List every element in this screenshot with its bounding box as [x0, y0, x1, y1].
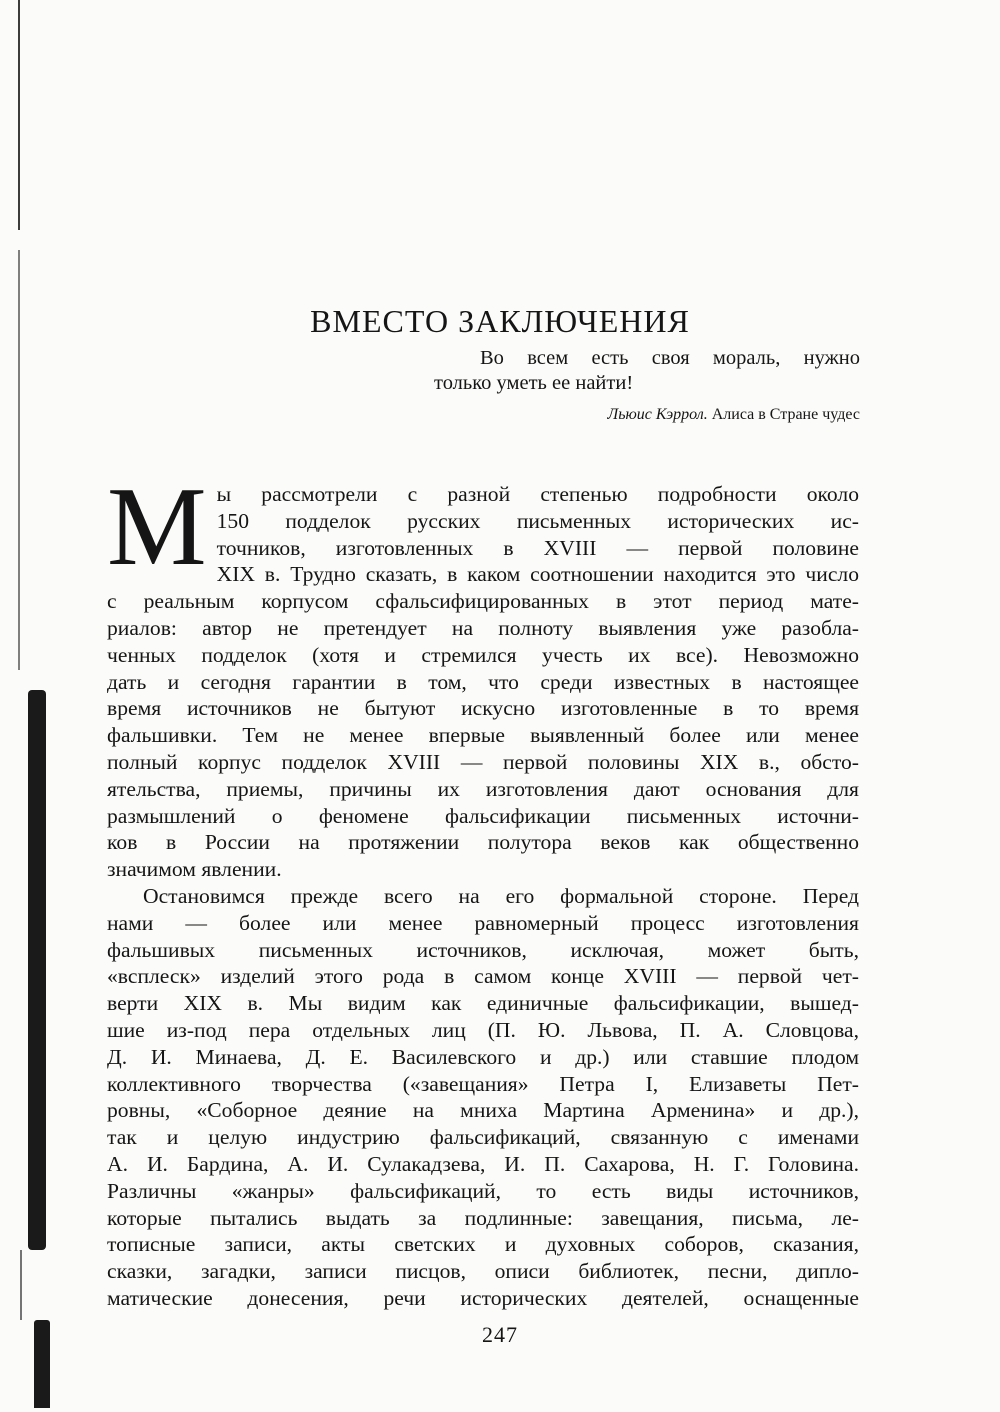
- text-line: А. И. Бардина, А. И. Сулакадзева, И. П. Сахарова, Н. Г. Головина.: [107, 1151, 859, 1176]
- text-line: XIX в. Трудно сказать, в каком соотношении находится это число: [216, 562, 859, 587]
- text-line: фальшивых письменных источников, исключая, может быть,: [107, 937, 859, 962]
- text-line: шие из-под пера отдельных лиц (П. Ю. Львова, П. А. Словцова,: [107, 1017, 859, 1042]
- paragraph-1: [107, 465, 859, 883]
- text-line: размышлений о феномене фальсификации письменных источни-: [107, 803, 859, 828]
- epigraph-work: Алиса в Стране чудес: [711, 406, 860, 423]
- text-line: Д. И. Минаева, Д. Е. Василевского и др.) или ставшие плодом: [107, 1044, 859, 1069]
- drop-cap: М: [107, 465, 207, 589]
- epigraph: [420, 346, 860, 396]
- scan-edge-mark: [18, 0, 20, 230]
- text-line: точников, изготовленных в XVIII — первой половине: [216, 535, 859, 560]
- text-line: верти XIX в. Мы видим как единичные фальсификации, вышед-: [107, 991, 859, 1016]
- text-line: риалов: автор не претендует на полноту выявления уже разобла-: [107, 615, 859, 640]
- text-line: нами — более или менее равномерный процесс изготовления: [107, 910, 859, 935]
- text-line: фальшивки. Тем не менее впервые выявленный более или менее: [107, 723, 859, 748]
- text-line: ровны, «Соборное деяние на мниха Мартина Арменина» и др.),: [107, 1098, 859, 1123]
- text-line: дать и сегодня гарантии в том, что среди известных в настоящее: [107, 669, 859, 694]
- text-line: Различны «жанры» фальсификаций, то есть виды источников,: [107, 1178, 859, 1203]
- text-line: сказки, загадки, записи писцов, описи библиотек, песни, дипло-: [107, 1259, 859, 1284]
- paragraph-2: [107, 883, 859, 1312]
- text-line: которые пытались выдать за подлинные: завещания, письма, ле-: [107, 1205, 859, 1230]
- text-line: «всплеск» изделий этого рода в самом конце XVIII — первой чет-: [107, 964, 859, 989]
- epigraph-author: Льюис Кэррол.: [607, 406, 708, 423]
- text-line: Остановимся прежде всего на его формальной стороне. Перед: [143, 883, 859, 908]
- epigraph-line: только уметь ее найти!: [434, 372, 634, 394]
- page-number: 247: [482, 1322, 518, 1347]
- scan-edge-mark: [20, 1250, 22, 1320]
- text-line: ы рассмотрели с разной степенью подробности около: [216, 482, 859, 506]
- text-line: ков в России на протяжении полутора веков как общественно: [107, 830, 859, 855]
- epigraph-attribution: [400, 406, 860, 424]
- text-line: тописные записи, акты светских и духовных соборов, сказания,: [107, 1232, 859, 1257]
- epigraph-line: Во всем есть своя мораль, нужно: [480, 347, 860, 369]
- chapter-title: ВМЕСТО ЗАКЛЮЧЕНИЯ: [310, 303, 690, 340]
- scan-edge-shadow: [28, 690, 46, 1250]
- text-line: коллективного творчества («завещания» Петра I, Елизаветы Пет-: [107, 1071, 859, 1096]
- body-text: [107, 465, 859, 1312]
- text-line: значимом явлении.: [107, 857, 282, 882]
- text-line: ятельства, приемы, причины их изготовления дают основания для: [107, 776, 859, 801]
- text-line: матические донесения, речи исторических деятелей, оснащенные: [107, 1285, 859, 1310]
- text-line: время источников не бытуют искусно изготовленные в то время: [107, 696, 859, 721]
- text-line: так и целую индустрию фальсификаций, связанную с именами: [107, 1125, 859, 1150]
- text-line: 150 подделок русских письменных исторических ис-: [216, 508, 859, 533]
- text-line: с реальным корпусом сфальсифицированных в этот период мате-: [107, 589, 859, 614]
- text-line: ченных подделок (хотя и стремился учесть их все). Невозможно: [107, 642, 859, 667]
- text-line: полный корпус подделок XVIII — первой половины XIX в., обсто-: [107, 749, 859, 774]
